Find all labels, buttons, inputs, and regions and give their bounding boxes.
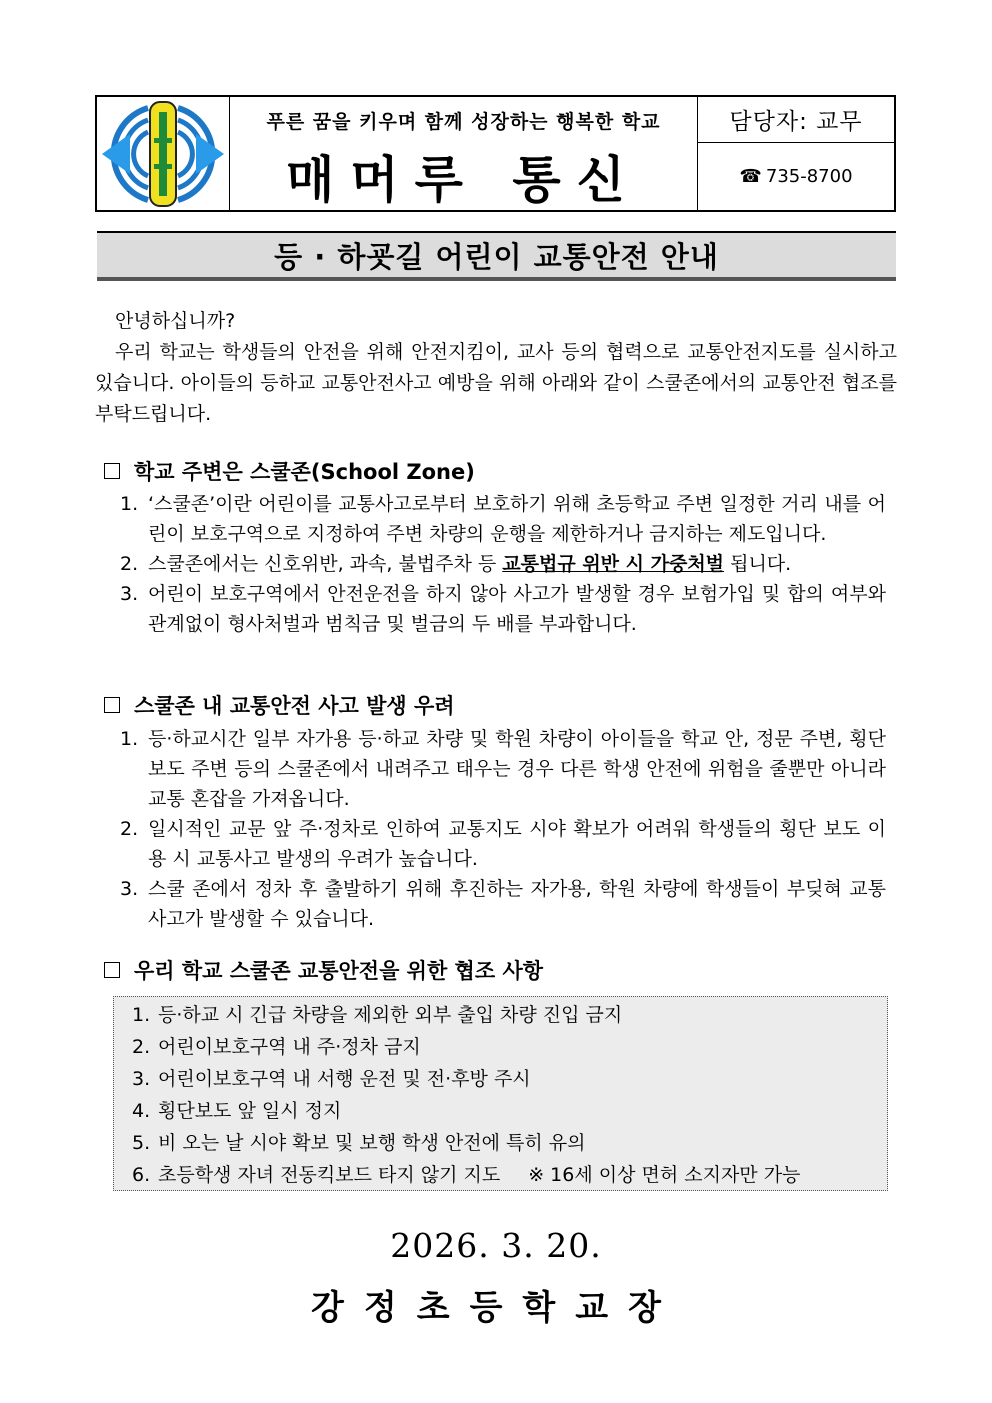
item-text: 등·하교시간 일부 자가용 등·하교 차량 및 학원 차량이 아이들을 학교 안, 정문 주변, 횡단보도 주변 등의 스쿨존에서 내려주고 태우는 경우 다른 학생 안전에 위험을 줄뿐만 아니라 교통 혼잡을 가져옵니다. (148, 728, 886, 810)
item-text: 어린이보호구역 내 주·정차 금지 (158, 1036, 421, 1058)
checkbox-square-icon (104, 962, 120, 978)
item-text: 어린이보호구역 내 서행 운전 및 전·후방 주시 (158, 1068, 531, 1090)
item-number: 2. (132, 1036, 151, 1058)
item-text: 초등학생 자녀 전동킥보드 타지 않기 지도 (158, 1164, 501, 1186)
checkbox-square-icon (104, 697, 120, 713)
list-item (132, 1127, 867, 1159)
list-item (120, 724, 886, 814)
list-item (132, 1031, 867, 1063)
list-item (132, 999, 867, 1031)
intro (95, 306, 897, 430)
section1-heading-text: 학교 주변은 스쿨존(School Zone) (134, 460, 475, 484)
contact-person: 담당자: 교무 (698, 97, 894, 143)
checkbox-square-icon (104, 463, 120, 479)
item-number: 5. (132, 1132, 151, 1154)
phone-icon: ☎ (739, 166, 762, 187)
list-item (120, 489, 886, 549)
main-title: 등 · 하굣길 어린이 교통안전 안내 (97, 231, 896, 281)
title-cell (230, 97, 698, 210)
list-item (120, 579, 886, 639)
newsletter-header (95, 95, 896, 212)
item-number: 2. (120, 553, 139, 575)
section2-heading (104, 690, 455, 720)
contact-cell (698, 97, 894, 210)
section2-list (120, 724, 886, 934)
newsletter-title: 매머루 통신 (286, 151, 641, 209)
item-text-after: 됩니다. (724, 553, 792, 575)
cooperation-list (132, 999, 867, 1191)
signer: 강정초등학교장 (311, 1288, 681, 1328)
item-text: 비 오는 날 시야 확보 및 보행 학생 안전에 특히 유의 (158, 1132, 586, 1154)
item-number: 1. (132, 1004, 151, 1026)
item-text-before: 스쿨존에서는 신호위반, 과속, 불법주차 등 (148, 553, 503, 575)
list-item (132, 1095, 867, 1127)
slogan: 푸른 꿈을 키우며 함께 성장하는 행복한 학교 (266, 111, 661, 133)
item-number: 1. (120, 728, 139, 750)
section1-heading (104, 456, 475, 486)
item-number: 4. (132, 1100, 151, 1122)
list-item (120, 549, 886, 579)
logo-cell (97, 97, 230, 210)
list-item (132, 1063, 867, 1095)
item-number: 3. (132, 1068, 151, 1090)
section1-list (120, 489, 886, 639)
cooperation-box (113, 996, 888, 1191)
intro-body: 우리 학교는 학생들의 안전을 위해 안전지킴이, 교사 등의 협력으로 교통안전지도를 실시하고 있습니다. 아이들의 등하교 교통안전사고 예방을 위해 아래와 같이 스쿨존에서의 교통안전 협조를 부탁드립니다. (95, 341, 897, 425)
school-emblem-icon (100, 98, 226, 210)
section2-heading-text: 스쿨존 내 교통안전 사고 발생 우려 (134, 694, 455, 718)
section3-heading-text: 우리 학교 스쿨존 교통안전을 위한 협조 사항 (134, 959, 544, 983)
phone-row (698, 143, 894, 210)
item-number: 3. (120, 583, 139, 605)
list-item (132, 1159, 867, 1191)
item-text: 스쿨 존에서 정차 후 출발하기 위해 후진하는 자가용, 학원 차량에 학생들이 부딪혀 교통사고가 발생할 수 있습니다. (148, 878, 886, 930)
item-text (148, 549, 886, 579)
list-item (120, 814, 886, 874)
list-item (120, 874, 886, 934)
item-text: ‘스쿨존’이란 어린이를 교통사고로부터 보호하기 위해 초등학교 주변 일정한 거리 내를 어린이 보호구역으로 지정하여 주변 차량의 운행을 제한하거나 금지하는 제도입니다. (148, 493, 886, 545)
emphasis-text: 교통법규 위반 시 가중처벌 (502, 553, 725, 575)
item-note: ※ 16세 이상 면허 소지자만 가능 (528, 1164, 801, 1186)
item-text: 등·하교 시 긴급 차량을 제외한 외부 출입 차량 진입 금지 (158, 1004, 623, 1026)
item-number: 6. (132, 1164, 151, 1186)
item-text: 일시적인 교문 앞 주·정차로 인하여 교통지도 시야 확보가 어려워 학생들의 횡단 보도 이용 시 교통사고 발생의 우려가 높습니다. (148, 818, 886, 870)
section3-heading (104, 955, 543, 985)
issue-date: 2026. 3. 20. (390, 1226, 602, 1265)
phone-number: 735-8700 (765, 166, 853, 187)
item-number: 2. (120, 818, 139, 840)
item-number: 3. (120, 878, 139, 900)
item-number: 1. (120, 493, 139, 515)
greeting: 안녕하십니까? (115, 310, 236, 332)
item-text: 어린이 보호구역에서 안전운전을 하지 않아 사고가 발생할 경우 보험가입 및 합의 여부와 관계없이 형사처벌과 범칙금 및 벌금의 두 배를 부과합니다. (148, 583, 886, 635)
item-text: 횡단보도 앞 일시 정지 (158, 1100, 342, 1122)
